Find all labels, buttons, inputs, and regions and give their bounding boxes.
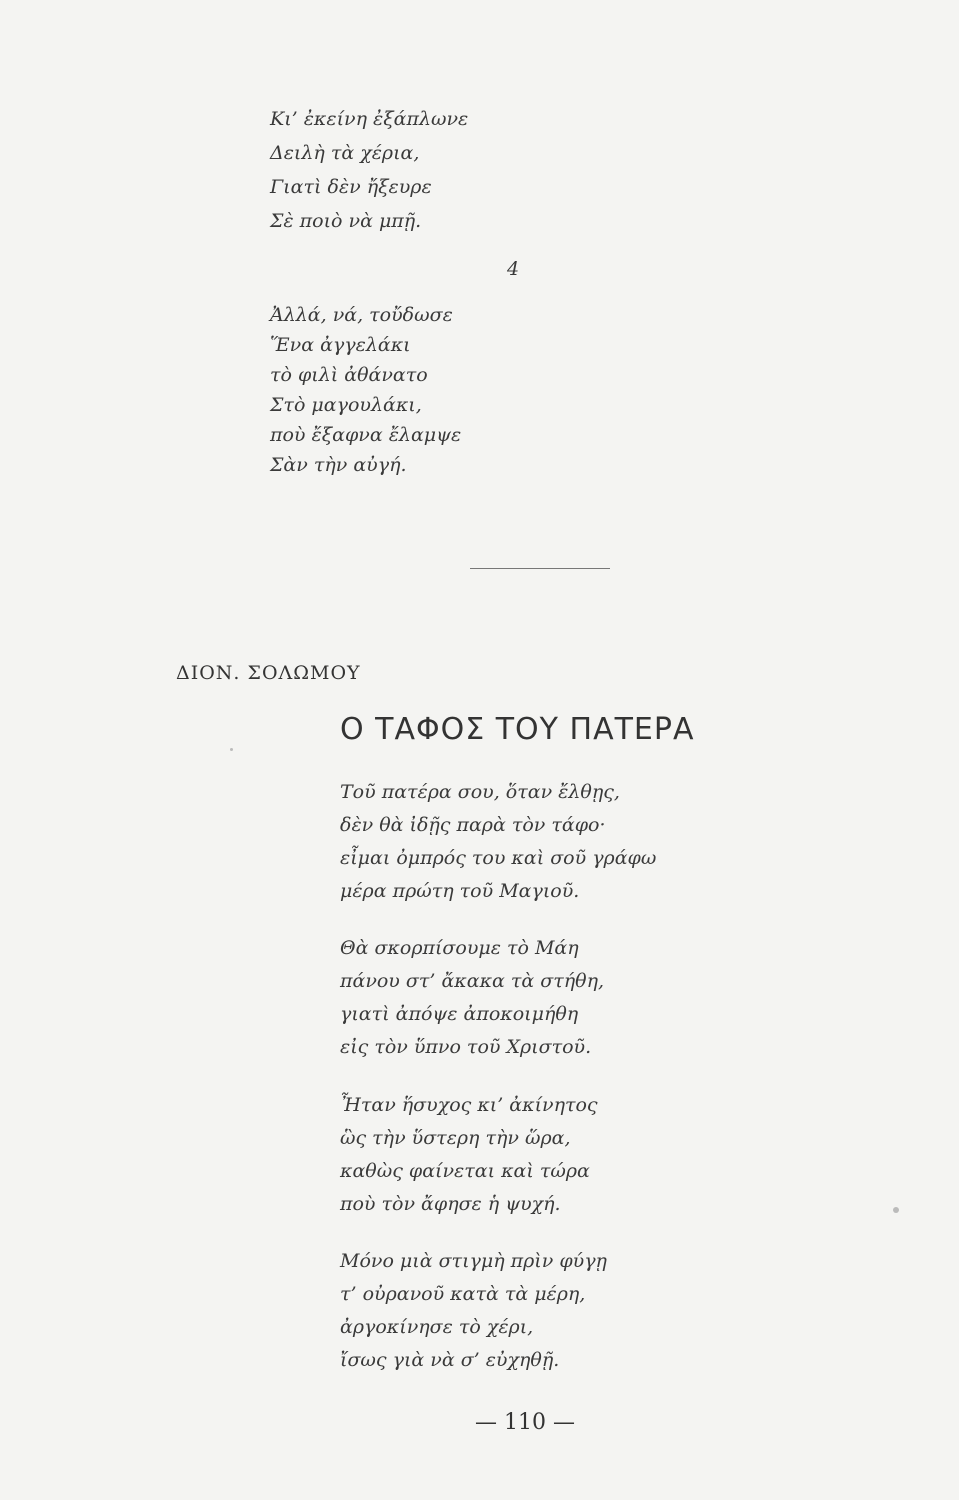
verse-line: ποὺ ἔξαφνα ἔλαμψε (270, 424, 462, 446)
verse-line: ἀργοκίνησε τὸ χέρι, (340, 1316, 534, 1338)
section-number: 4 (507, 258, 520, 280)
verse-line: Ἦταν ἥσυχος κι’ ἀκίνητος (340, 1094, 598, 1116)
poem-stanza-1 (340, 776, 656, 908)
verse-line: Σὰν τὴν αὐγή. (270, 454, 407, 476)
author-name: ΔΙΟΝ. ΣΟΛΩΜΟΥ (176, 662, 361, 684)
paper-speck (230, 748, 233, 751)
poem-stanza-4 (340, 1245, 607, 1377)
poem-stanza-3 (340, 1089, 598, 1221)
verse-line: Μόνο μιὰ στιγμὴ πρὶν φύγῃ (340, 1250, 607, 1272)
verse-line: Γιατὶ δὲν ἤξευρε (270, 176, 432, 198)
verse-line: ποὺ τὸν ἄφησε ἡ ψυχή. (340, 1193, 561, 1215)
verse-line: πάνου στ’ ἄκακα τὰ στήθη, (340, 970, 605, 992)
verse-line: ὣς τὴν ὕστερη τὴν ὥρα, (340, 1127, 571, 1149)
poem-stanza-2 (340, 932, 604, 1064)
verse-line: τ’ οὐρανοῦ κατὰ τὰ μέρη, (340, 1283, 586, 1305)
verse-line: Τοῦ πατέρα σου, ὅταν ἔλθῃς, (340, 781, 620, 803)
poem-stanza-top-b (270, 300, 461, 480)
verse-line: εἶμαι ὀμπρός του καὶ σοῦ γράφω (340, 847, 657, 869)
section-divider (470, 568, 610, 569)
verse-line: Ἀλλά, νά, τοὔδωσε (270, 304, 453, 326)
verse-line: Δειλὴ τὰ χέρια, (270, 142, 420, 164)
page-number: — 110 — (475, 1410, 575, 1435)
poem-stanza-top-a (270, 102, 468, 238)
verse-line: ἴσως γιὰ νὰ σ’ εὐχηθῇ. (340, 1349, 560, 1371)
verse-line: τὸ φιλὶ ἀθάνατο (270, 364, 428, 386)
paper-speck (893, 1207, 899, 1213)
verse-line: εἰς τὸν ὕπνο τοῦ Χριστοῦ. (340, 1036, 592, 1058)
verse-line: Στὸ μαγουλάκι, (270, 394, 422, 416)
verse-line: Σὲ ποιὸ νὰ μπῇ. (270, 210, 422, 232)
verse-line: Κι’ ἐκείνη ἐξάπλωνε (270, 108, 469, 130)
verse-line: Ἕνα ἀγγελάκι (270, 334, 411, 356)
poem-title: Ο ΤΑΦΟΣ ΤΟΥ ΠΑΤΕΡΑ (340, 712, 695, 747)
verse-line: δὲν θὰ ἰδῇς παρὰ τὸν τάφο· (340, 814, 606, 836)
verse-line: Θὰ σκορπίσουμε τὸ Μάη (340, 937, 579, 959)
verse-line: γιατὶ ἀπόψε ἀποκοιμήθη (340, 1003, 579, 1025)
verse-line: μέρα πρώτη τοῦ Μαγιοῦ. (340, 880, 580, 902)
verse-line: καθὼς φαίνεται καὶ τώρα (340, 1160, 590, 1182)
